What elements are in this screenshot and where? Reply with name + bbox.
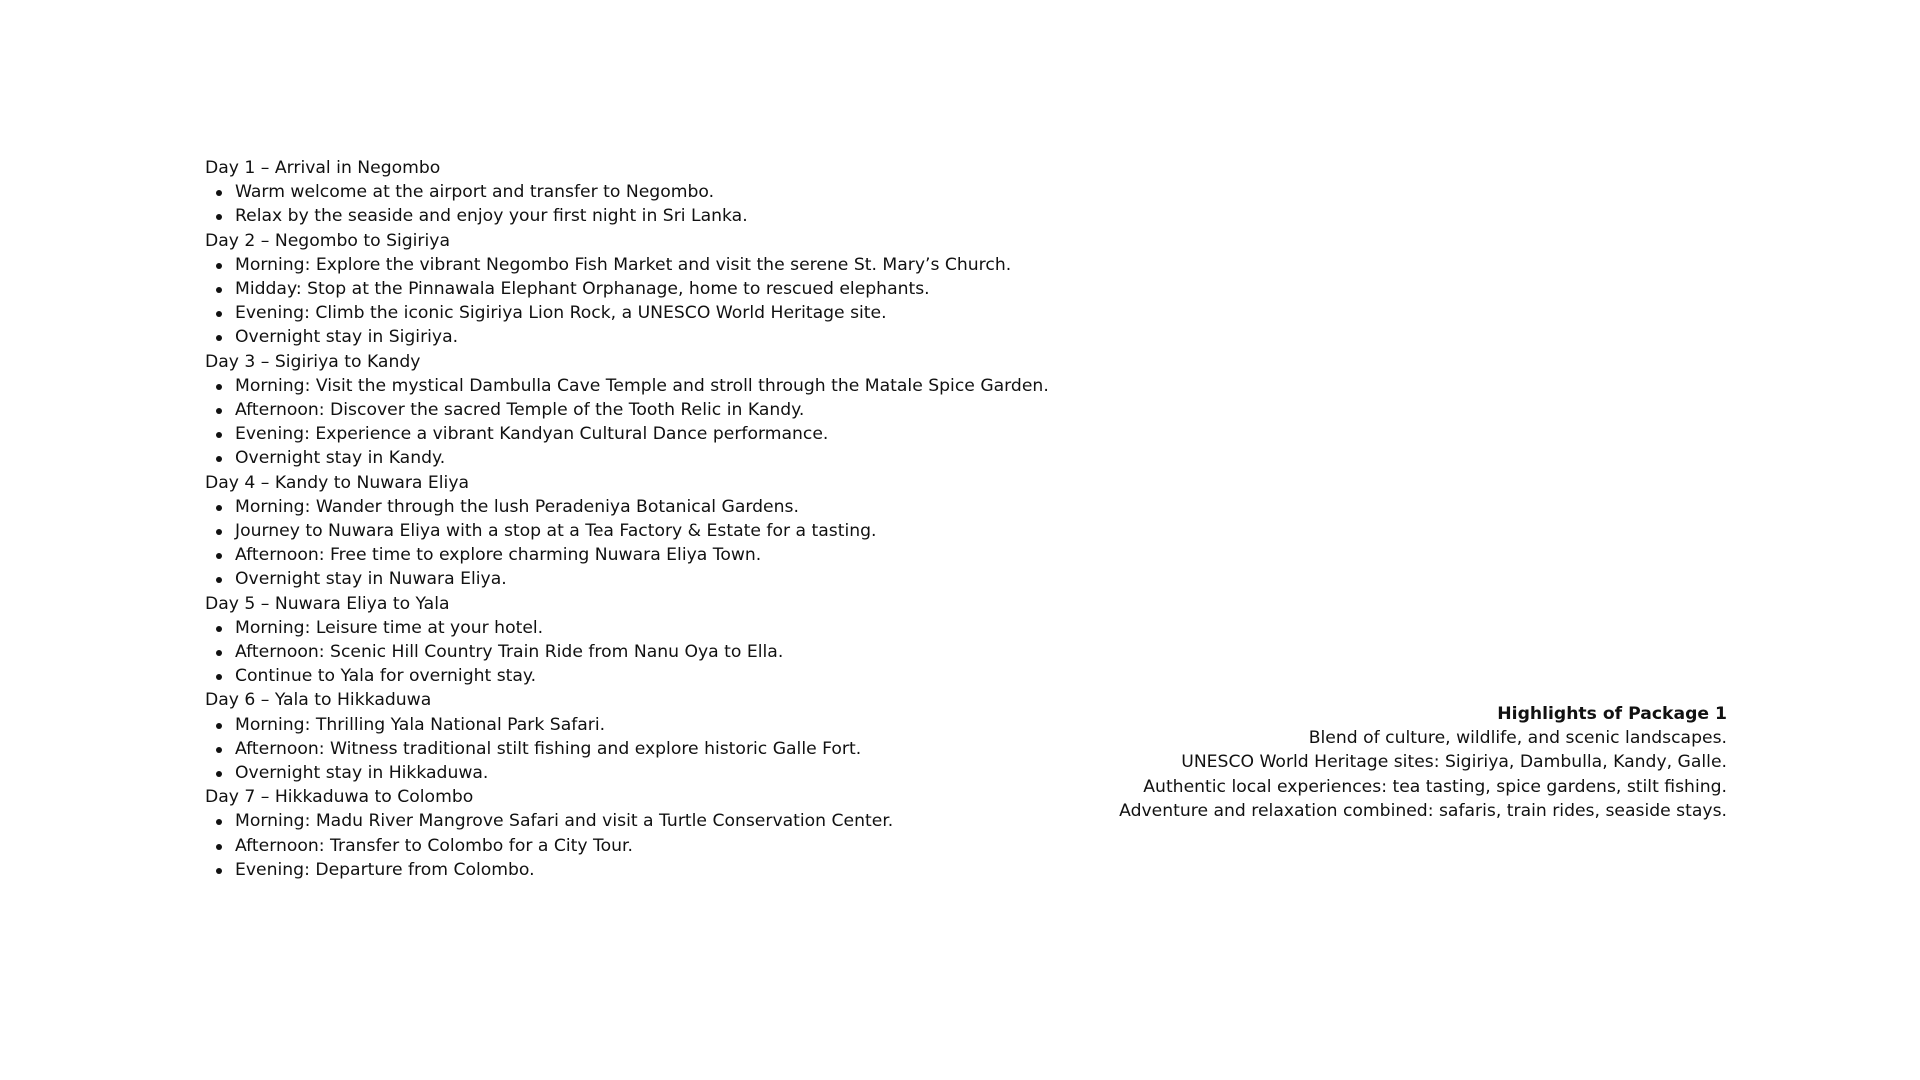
list-item-text: Afternoon: Witness traditional stilt fishing and explore historic Galle Fort. — [235, 738, 862, 759]
list-item-text: Evening: Climb the iconic Sigiriya Lion Rock, a UNESCO World Heritage site. — [235, 303, 887, 324]
list-item — [205, 277, 1105, 301]
list-item-text: Morning: Thrilling Yala National Park Safari. — [235, 714, 606, 735]
list-item-text: Afternoon: Transfer to Colombo for a City Tour. — [235, 835, 633, 856]
list-item — [205, 834, 1105, 858]
list-item-text: Morning: Madu River Mangrove Safari and visit a Turtle Conservation Center. — [235, 811, 894, 832]
list-item-text: Overnight stay in Sigiriya. — [235, 327, 459, 348]
list-item — [205, 374, 1105, 398]
bullet-icon — [216, 432, 222, 438]
list-item-text: Morning: Leisure time at your hotel. — [235, 617, 544, 638]
list-item-text: Morning: Explore the vibrant Negombo Fish Market and visit the serene St. Mary’s Church. — [235, 254, 1012, 275]
day-4-section — [205, 471, 1105, 592]
day-2-section — [205, 229, 1105, 350]
list-item — [205, 519, 1105, 543]
day-5-list — [205, 616, 1105, 689]
list-item-text: Continue to Yala for overnight stay. — [235, 666, 537, 687]
highlight-line: Adventure and relaxation combined: safaris, train rides, seaside stays. — [1119, 800, 1727, 821]
list-item — [205, 495, 1105, 519]
bullet-icon — [216, 650, 222, 656]
highlight-line: Blend of culture, wildlife, and scenic landscapes. — [1308, 728, 1727, 749]
highlight-line: UNESCO World Heritage sites: Sigiriya, Dambulla, Kandy, Galle. — [1181, 752, 1727, 773]
list-item — [205, 446, 1105, 470]
bullet-icon — [216, 311, 222, 317]
list-item-text: Relax by the seaside and enjoy your first night in Sri Lanka. — [235, 206, 748, 227]
bullet-icon — [216, 674, 222, 680]
bullet-icon — [216, 190, 222, 196]
bullet-icon — [216, 723, 222, 729]
bullet-icon — [216, 505, 222, 511]
list-item-text: Afternoon: Free time to explore charming Nuwara Eliya Town. — [235, 545, 762, 566]
day-4-list — [205, 495, 1105, 592]
list-item-text: Afternoon: Discover the sacred Temple of the Tooth Relic in Kandy. — [235, 400, 805, 421]
list-item — [205, 180, 1105, 204]
day-6-heading: Day 6 – Yala to Hikkaduwa — [205, 690, 432, 711]
list-item-text: Midday: Stop at the Pinnawala Elephant Orphanage, home to rescued elephants. — [235, 279, 930, 300]
day-1-section — [205, 156, 1105, 229]
day-1-list — [205, 180, 1105, 228]
list-item-text: Morning: Visit the mystical Dambulla Cave Temple and stroll through the Matale Spice Garden. — [235, 375, 1049, 396]
list-item — [205, 616, 1105, 640]
bullet-icon — [216, 771, 222, 777]
list-item — [205, 664, 1105, 688]
list-item — [205, 398, 1105, 422]
bullet-icon — [216, 214, 222, 220]
list-item — [205, 543, 1105, 567]
day-7-heading: Day 7 – Hikkaduwa to Colombo — [205, 787, 474, 808]
list-item-text: Journey to Nuwara Eliya with a stop at a Tea Factory & Estate for a tasting. — [235, 521, 877, 542]
list-item — [205, 204, 1105, 228]
list-item-text: Overnight stay in Hikkaduwa. — [235, 763, 489, 784]
list-item-text: Afternoon: Scenic Hill Country Train Ride from Nanu Oya to Ella. — [235, 642, 784, 663]
list-item — [205, 858, 1105, 882]
list-item-text: Warm welcome at the airport and transfer to Negombo. — [235, 182, 715, 203]
list-item-text: Morning: Wander through the lush Peradeniya Botanical Gardens. — [235, 496, 799, 517]
bullet-icon — [216, 263, 222, 269]
day-5-heading: Day 5 – Nuwara Eliya to Yala — [205, 593, 450, 614]
list-item-text: Overnight stay in Kandy. — [235, 448, 446, 469]
bullet-icon — [216, 577, 222, 583]
list-item-text: Evening: Experience a vibrant Kandyan Cultural Dance performance. — [235, 424, 829, 445]
day-4-heading: Day 4 – Kandy to Nuwara Eliya — [205, 472, 470, 493]
bullet-icon — [216, 529, 222, 535]
day-3-heading: Day 3 – Sigiriya to Kandy — [205, 351, 421, 372]
bullet-icon — [216, 287, 222, 293]
bullet-icon — [216, 819, 222, 825]
bullet-icon — [216, 868, 222, 874]
bullet-icon — [216, 456, 222, 462]
day-3-list — [205, 374, 1105, 471]
day-1-heading: Day 1 – Arrival in Negombo — [205, 158, 441, 178]
list-item — [205, 422, 1105, 446]
bullet-icon — [216, 553, 222, 559]
bullet-icon — [216, 408, 222, 414]
list-item — [205, 253, 1105, 277]
list-item — [205, 640, 1105, 664]
list-item-text: Evening: Departure from Colombo. — [235, 859, 535, 880]
highlights-panel — [967, 702, 1727, 823]
highlight-line: Authentic local experiences: tea tasting, spice gardens, stilt fishing. — [1143, 776, 1727, 797]
day-5-section — [205, 592, 1105, 689]
day-3-section — [205, 350, 1105, 471]
bullet-icon — [216, 626, 222, 632]
day-2-heading: Day 2 – Negombo to Sigiriya — [205, 230, 450, 251]
highlights-title: Highlights of Package 1 — [1497, 704, 1727, 724]
list-item-text: Overnight stay in Nuwara Eliya. — [235, 569, 507, 590]
list-item — [205, 567, 1105, 591]
bullet-icon — [216, 335, 222, 341]
list-item — [205, 325, 1105, 349]
bullet-icon — [216, 384, 222, 390]
list-item — [205, 301, 1105, 325]
bullet-icon — [216, 844, 222, 850]
bullet-icon — [216, 747, 222, 753]
day-2-list — [205, 253, 1105, 350]
